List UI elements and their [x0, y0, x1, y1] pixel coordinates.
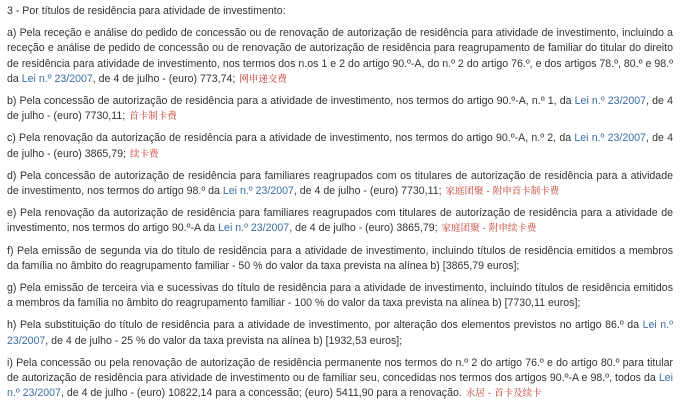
law-link[interactable]: Lei n.º 23/2007: [7, 319, 673, 347]
clause-h-text: h) Pela substituição do título de residência para a atividade de investimento, por alteração dos elementos previstos no artigo 86.º da: [7, 319, 640, 332]
annotation-note: 永居 - 首卡及续卡: [465, 388, 542, 400]
law-link[interactable]: Lei n.º 23/2007: [222, 185, 294, 198]
clause-g-text: g) Pela emissão de terceira via e sucessivas do título de residência para a atividade de investimento, incluindo títulos de residência emitidos a membros da família no âmbito do reagrupamento familiar - 100 % do valor da taxa prevista na alínea b) [7730,11 euros];: [7, 282, 673, 310]
clause-f: [7, 244, 673, 274]
clause-f-text: f) Pela emissão de segunda via do título de residência para a atividade de investimento, incluindo títulos de residência emitidos a membros da família no âmbito do reagrupamento familiar - 50 % do valor da taxa prevista na alínea b) [3865,79 euros];: [7, 244, 673, 272]
clause-i: [7, 356, 673, 402]
law-link[interactable]: Lei n.º 23/2007: [218, 222, 290, 235]
clause-d-tail: , de 4 de julho - (euro) 7730,11;: [293, 185, 442, 198]
clause-d-text: d) Pela concessão de autorização de residência para familiares reagrupados com os titulares de autorização de residência para a atividade de investimento, nos termos do artigo 98.º da: [7, 169, 673, 198]
law-link[interactable]: Lei n.º 23/2007: [7, 372, 673, 400]
clause-h-tail: , de 4 de julho - 25 % do valor da taxa prevista na alínea b) [1932,53 euros];: [45, 334, 403, 347]
annotation-note: 家庭团聚 - 附申续卡费: [441, 223, 537, 235]
annotation-note: 网申递交费: [239, 73, 287, 85]
law-link[interactable]: Lei n.º 23/2007: [21, 72, 93, 85]
clause-c-text: c) Pela renovação da autorização de residência para a atividade de investimento, nos termos do artigo 90.º-A, n.º 2, da: [7, 132, 572, 145]
law-link[interactable]: Lei n.º 23/2007: [574, 95, 647, 108]
clause-h: [7, 318, 673, 348]
clause-a: [7, 26, 673, 87]
annotation-note: 续卡费: [129, 148, 159, 160]
law-link[interactable]: Lei n.º 23/2007: [574, 132, 646, 145]
clause-b: [7, 94, 673, 124]
clause-g: [7, 281, 673, 311]
annotation-note: 家庭团聚 - 附申首卡制卡费: [445, 186, 560, 198]
annotation-note: 首卡制卡费: [129, 111, 177, 123]
clause-a-text: a) Pela receção e análise do pedido de concessão ou de renovação de autorização de residência para atividade de investimento, incluindo a receção e análise de pedido de concessão ou de renovação de autorização de residência para reagrupamento de familiar do titular do direito de residência para atividade de investimento, nos termos dos n.os 1 e 2 do artigo 90.º-A, do n.º 2 do artigo 76.º, e dos artigos 78.º, 80.º e 98.º da: [7, 27, 673, 85]
clause-b-tail: , de 4 de julho - (euro) 7730,11;: [7, 95, 673, 123]
clause-a-tail: , de 4 de julho - (euro) 773,74;: [92, 72, 236, 85]
clause-e: [7, 206, 673, 236]
clause-i-tail: , de 4 de julho - (euro) 10822,14 para a concessão; (euro) 5411,90 para a renovação.: [60, 387, 462, 400]
clause-c: [7, 131, 673, 161]
clause-i-text: i) Pela concessão ou pela renovação de autorização de residência permanente nos termos do n.º 2 do artigo 76.º e do artigo 80.º para titular de autorização de residência para atividade de investimento ou de familiar seu, concedidas nos termos dos artigos 90.º-A e 98.º, todos da: [7, 356, 673, 385]
clause-c-tail: , de 4 de julho - (euro) 3865,79;: [7, 132, 673, 160]
section-heading: 3 - Por títulos de residência para atividade de investimento:: [7, 5, 286, 17]
clause-e-tail: , de 4 de julho - (euro) 3865,79;: [289, 222, 438, 235]
clause-d: [7, 169, 673, 199]
clause-b-text: b) Pela concessão de autorização de residência para a atividade de investimento, nos termos do artigo 90.º-A, n.º 1, da: [7, 95, 572, 108]
clause-e-text: e) Pela renovação da autorização de residência para familiares reagrupados com titulares de autorização de residência para a atividade de investimento, nos termos do artigo 90.º-A da: [7, 207, 673, 235]
